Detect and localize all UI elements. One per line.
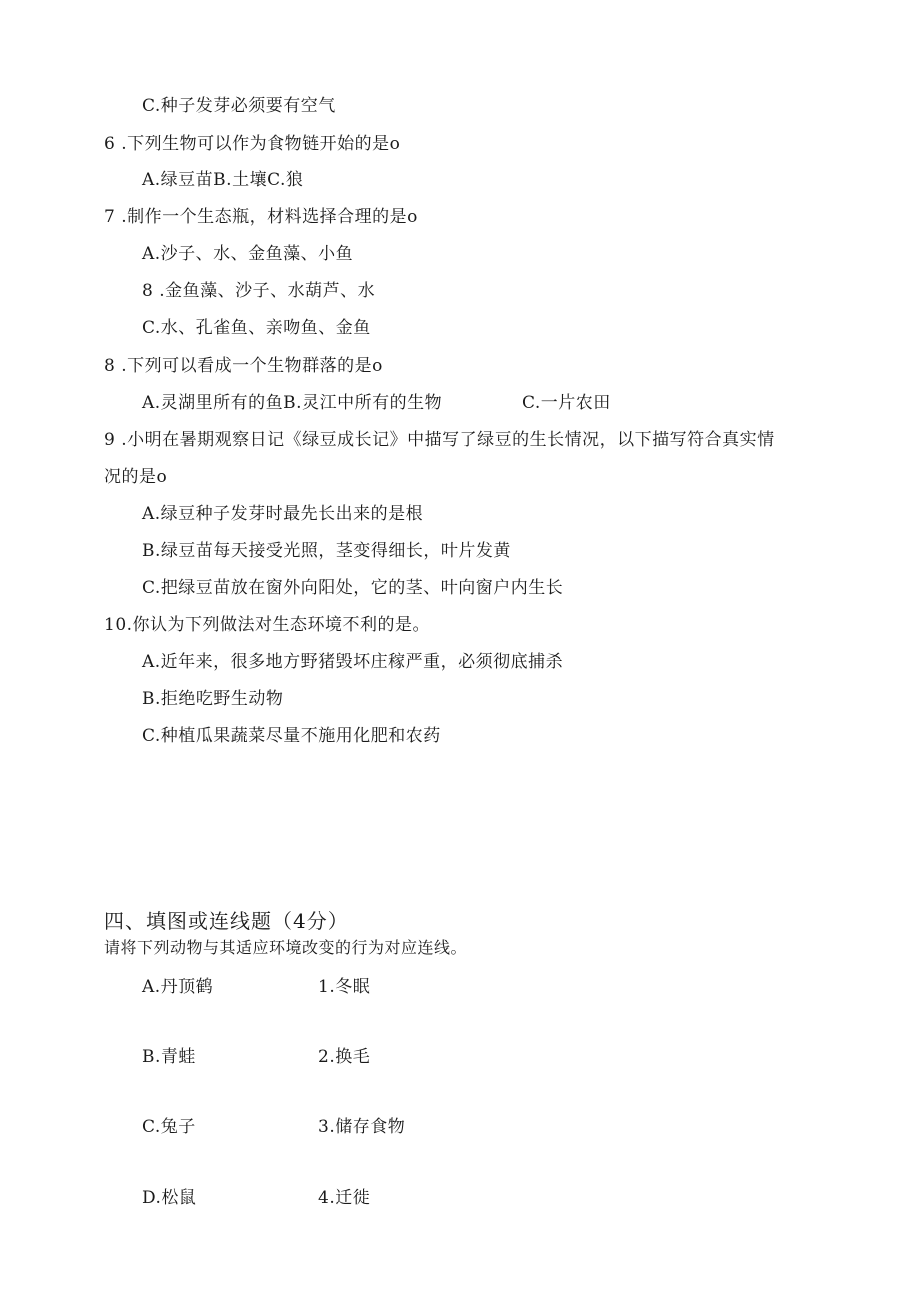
animal-item[interactable]: D.松鼠	[142, 1188, 197, 1208]
q7-option-b: 8 .金鱼藻、沙子、水葫芦、水	[142, 281, 376, 301]
q9-option-b: B.绿豆苗每天接受光照，茎变得细长，叶片发黄	[142, 541, 511, 561]
q5-option-c: C.种子发芽必须要有空气	[142, 96, 336, 116]
q9-stem-line1: 9 .小明在暑期观察日记《绿豆成长记》中描写了绿豆的生长情况，以下描写符合真实情	[104, 430, 775, 450]
q6-stem: 6 .下列生物可以作为食物链开始的是o	[104, 134, 401, 154]
behavior-item[interactable]: 2.换毛	[318, 1047, 371, 1067]
behavior-item[interactable]: 3.储存食物	[318, 1117, 406, 1137]
behavior-item[interactable]: 4.迁徙	[318, 1188, 371, 1208]
section-title: 四、填图或连线题（4分）	[104, 909, 349, 933]
q9-option-a: A.绿豆种子发芽时最先长出来的是根	[142, 504, 424, 524]
q8-option-c: C.一片农田	[522, 393, 611, 413]
q9-stem-line2: 况的是o	[104, 467, 168, 487]
q10-option-a: A.近年来，很多地方野猪毁坏庄稼严重，必须彻底捕杀	[142, 652, 564, 672]
q10-stem: 10.你认为下列做法对生态环境不利的是。	[104, 615, 431, 635]
animal-item[interactable]: B.青蛙	[142, 1047, 196, 1067]
q10-option-b: B.拒绝吃野生动物	[142, 689, 284, 709]
q7-option-c: C.水、孔雀鱼、亲吻鱼、金鱼	[142, 318, 371, 338]
q8-options-ab: A.灵湖里所有的鱼B.灵江中所有的生物	[142, 393, 443, 413]
animal-item[interactable]: A.丹顶鹤	[142, 977, 214, 997]
q7-stem: 7 .制作一个生态瓶，材料选择合理的是o	[104, 207, 418, 227]
q8-stem: 8 .下列可以看成一个生物群落的是o	[104, 356, 383, 376]
section-instruction: 请将下列动物与其适应环境改变的行为对应连线。	[104, 938, 468, 957]
behavior-item[interactable]: 1.冬眠	[318, 977, 371, 997]
q10-option-c: C.种植瓜果蔬菜尽量不施用化肥和农药	[142, 726, 441, 746]
q9-option-c: C.把绿豆苗放在窗外向阳处，它的茎、叶向窗户内生长	[142, 578, 564, 598]
q7-option-a: A.沙子、水、金鱼藻、小鱼	[142, 244, 354, 264]
q6-options: A.绿豆苗B.土壤C.狼	[142, 170, 304, 190]
animal-item[interactable]: C.兔子	[142, 1117, 196, 1137]
